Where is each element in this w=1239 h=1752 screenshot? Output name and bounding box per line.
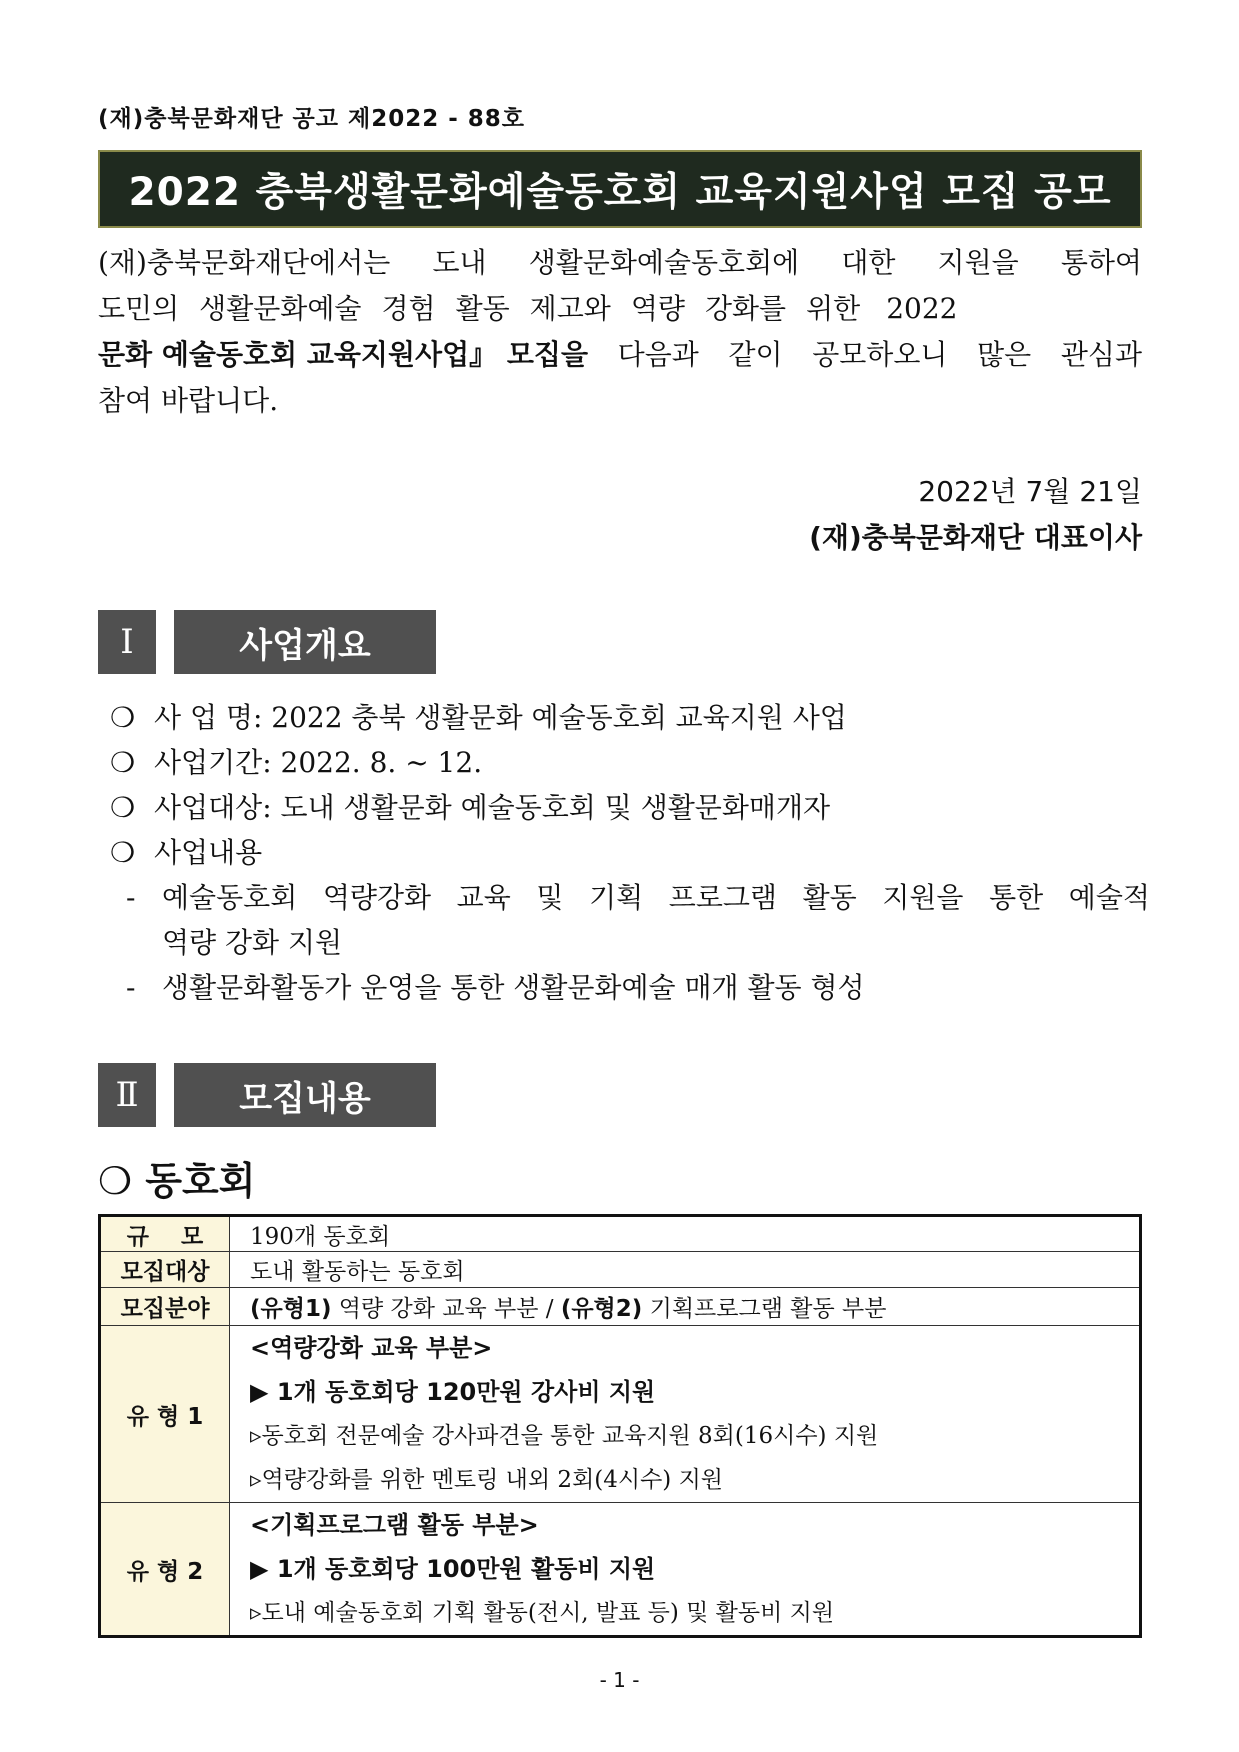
table-row (100, 1288, 1141, 1326)
word: 다음과 (617, 338, 699, 371)
intro-line-3 (98, 332, 1142, 378)
issuing-organization: (재)충북문화재단 대표이사 (809, 521, 1142, 554)
word: 경험 (381, 292, 436, 325)
sub-list-item-continued: 역량 강화 지원 (162, 926, 343, 959)
row-label: 유 형 2 (100, 1503, 230, 1637)
intro-paragraph (98, 240, 1142, 424)
intro-bold-phrase: 문화 예술동호회 교육지원사업』 모집을 (98, 338, 589, 371)
word: (재)충북문화재단에서는 (98, 246, 391, 279)
page-number: - 1 - (599, 1668, 640, 1692)
title-banner (98, 150, 1142, 228)
list-item: ❍ 사업기간: 2022. 8. ~ 12. (110, 746, 483, 779)
club-heading: ❍ 동호회 (98, 1159, 256, 1203)
word: 예술동호회 (162, 881, 298, 914)
word: 도내 (432, 246, 487, 279)
word: 활동 (455, 292, 510, 325)
row-value: 190개 동호회 (230, 1216, 1141, 1252)
section-1-list (110, 695, 1150, 1010)
row-value (230, 1326, 1141, 1503)
word: 활동 (802, 881, 857, 914)
word: 프로그램 (668, 881, 777, 914)
section-1-title: 사업개요 (174, 610, 436, 674)
word: 지원을 (882, 881, 964, 914)
type-1-heading: <역량강화 교육 부분> (250, 1334, 493, 1362)
word: 같이 (728, 338, 783, 371)
intro-line-1 (98, 240, 1142, 286)
word: 2022 (886, 292, 958, 325)
document-title: 2022 충북생활문화예술동호회 교육지원사업 모집 공모 (128, 170, 1112, 215)
type-1-detail: ▹역량강화를 위한 멘토링 내외 2회(4시수) 지원 (250, 1467, 724, 1493)
word: 역량강화 (322, 881, 432, 914)
row-value: 도내 활동하는 동호회 (230, 1252, 1141, 1288)
row-value (230, 1503, 1141, 1637)
intro-line-4 (98, 378, 1142, 424)
row-label: 모집대상 (100, 1252, 230, 1288)
table-row (100, 1252, 1141, 1288)
word: 생활문화예술 (199, 292, 362, 325)
word: 공모하오니 (812, 338, 948, 371)
word: 및 (536, 881, 564, 914)
word: 역량 (630, 292, 685, 325)
word: 강화를 (704, 292, 787, 325)
word: 생활문화예술동호회에 (528, 246, 800, 279)
row-label: 규 모 (100, 1216, 230, 1252)
word: 예술적 (1068, 881, 1150, 914)
type-2-main: ▶ 1개 동호회당 100만원 활동비 지원 (250, 1555, 656, 1583)
word: 제고와 (529, 292, 611, 325)
row-value: (유형1) 역량 강화 교육 부분 / (유형2) 기획프로그램 활동 부분 (230, 1288, 1141, 1326)
word: 교육 (456, 881, 511, 914)
word: 통하여 (1060, 246, 1142, 279)
sub-list-item: - 예술동호회 역량강화 교육 및 기획 프로그램 활동 지원을 통한 예술적 (110, 875, 1150, 920)
word: 도민의 (98, 292, 180, 325)
section-1-number: Ⅰ (98, 610, 156, 674)
row-label: 유 형 1 (100, 1326, 230, 1503)
type-1-main: ▶ 1개 동호회당 120만원 강사비 지원 (250, 1378, 656, 1406)
word: 통한 (989, 881, 1044, 914)
list-item: ❍ 사업내용 (110, 836, 263, 869)
word: 관심과 (1060, 338, 1142, 371)
sub-list-item: - 생활문화활동가 운영을 통한 생활문화예술 매개 활동 형성 (126, 971, 865, 1004)
type-2-heading: <기획프로그램 활동 부분> (250, 1511, 539, 1539)
recruitment-table (98, 1214, 1142, 1638)
word: 대한 (841, 246, 896, 279)
row-label: 모집분야 (100, 1288, 230, 1326)
intro-line-2 (98, 286, 1142, 332)
list-item: ❍ 사 업 명: 2022 충북 생활문화 예술동호회 교육지원 사업 (110, 701, 847, 734)
word: 위한 (806, 292, 861, 325)
type-1-detail: ▹동호회 전문예술 강사파견을 통한 교육지원 8회(16시수) 지원 (250, 1423, 879, 1449)
intro-line-4-text: 참여 바랍니다. (98, 384, 279, 417)
section-2-title: 모집내용 (174, 1063, 436, 1127)
table-row-type-1 (100, 1326, 1141, 1503)
notice-number: (재)충북문화재단 공고 제2022 - 88호 (98, 106, 526, 132)
word: 많은 (977, 338, 1032, 371)
notice-date: 2022년 7월 21일 (918, 475, 1142, 508)
list-item: ❍ 사업대상: 도내 생활문화 예술동호회 및 생활문화매개자 (110, 791, 831, 824)
section-2-number: Ⅱ (98, 1063, 156, 1127)
word: 기획 (589, 881, 644, 914)
table-row (100, 1216, 1141, 1252)
word: 지원을 (937, 246, 1019, 279)
table-row-type-2 (100, 1503, 1141, 1637)
type-2-detail: ▹도내 예술동호회 기획 활동(전시, 발표 등) 및 활동비 지원 (250, 1600, 835, 1626)
